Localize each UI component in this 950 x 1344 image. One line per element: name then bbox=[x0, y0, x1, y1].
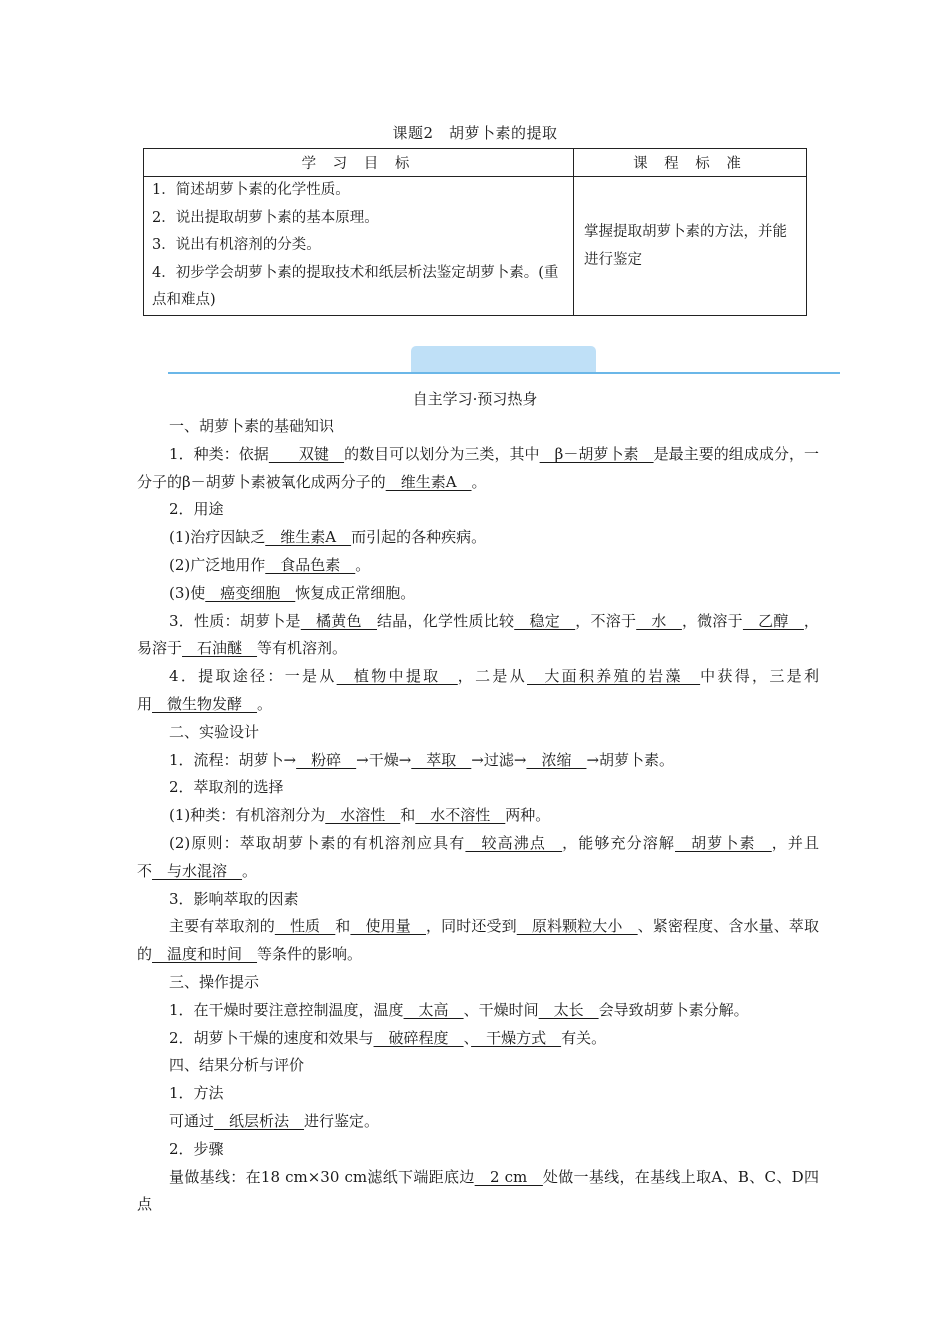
text-segment: 和 bbox=[400, 806, 416, 825]
text-segment: 二、实验设计 bbox=[169, 722, 260, 741]
text-segment: ，同时还受到 bbox=[426, 917, 517, 936]
text-segment: 四、结果分析与评价 bbox=[169, 1056, 305, 1075]
fill-in-answer: 石油醚 bbox=[182, 639, 258, 658]
text-segment: 的数目可以划分为三类，其中 bbox=[344, 444, 540, 463]
page-title: 课题2 胡萝卜素的提取 bbox=[392, 124, 558, 142]
fill-in-answer: 浓缩 bbox=[526, 750, 587, 769]
text-segment: 。 bbox=[355, 555, 371, 574]
fill-in-answer: 水不溶性 bbox=[415, 806, 506, 825]
content-line bbox=[137, 413, 819, 441]
text-segment: ，微溶于 bbox=[681, 611, 743, 630]
text-segment: 4．提取途径：一是从 bbox=[169, 667, 337, 686]
fill-in-answer: 维生素A bbox=[385, 472, 472, 491]
fill-in-answer: 食品色素 bbox=[265, 555, 356, 574]
text-segment: 3．影响萃取的因素 bbox=[169, 889, 299, 908]
content-line bbox=[137, 1080, 819, 1108]
text-segment: 量做基线：在18 cm×30 cm滤纸下端距底边 bbox=[169, 1167, 475, 1186]
fill-in-answer: 橘黄色 bbox=[300, 611, 377, 630]
text-segment: 2．胡萝卜干燥的速度和效果与 bbox=[169, 1028, 374, 1047]
fill-in-answer: 乙醇 bbox=[742, 611, 804, 630]
text-segment: ，不溶于 bbox=[575, 611, 637, 630]
learning-goals-cell bbox=[144, 177, 574, 316]
fill-in-answer: 水 bbox=[636, 611, 682, 630]
content-line bbox=[137, 1164, 819, 1220]
content-line bbox=[137, 608, 819, 664]
section-divider bbox=[168, 372, 840, 374]
section-tab-decoration bbox=[411, 346, 596, 372]
content-line bbox=[137, 1108, 819, 1136]
course-standard-header: 课 程 标 准 bbox=[574, 149, 807, 177]
fill-in-answer: 癌变细胞 bbox=[205, 583, 296, 602]
fill-in-answer: 与水混溶 bbox=[152, 861, 243, 880]
content-line bbox=[137, 524, 819, 552]
text-segment: 1．种类：依据 bbox=[169, 444, 269, 463]
content-line bbox=[137, 719, 819, 747]
text-segment: 一、胡萝卜素的基础知识 bbox=[169, 417, 335, 435]
text-segment: ，并且不 bbox=[137, 833, 819, 880]
content-body bbox=[137, 413, 819, 1219]
text-segment: 1．方法 bbox=[169, 1084, 224, 1103]
text-segment: 。 bbox=[257, 694, 273, 713]
text-segment: →过滤→ bbox=[471, 750, 527, 769]
text-segment: 、紧密程度、含水量、萃取的 bbox=[137, 917, 819, 964]
course-standard-cell: 掌握提取胡萝卜素的方法，并能进行鉴定 bbox=[574, 177, 807, 316]
text-segment: 可通过 bbox=[169, 1111, 215, 1130]
text-segment: 2．步骤 bbox=[169, 1139, 224, 1158]
text-segment: 、干燥时间 bbox=[463, 1000, 539, 1019]
text-segment: 是最主要的组成成分，一分子的β－胡萝卜素被氧化成两分子的 bbox=[137, 444, 819, 491]
text-segment: 处做一基线，在基线上取A、B、C、D四点 bbox=[137, 1167, 819, 1214]
content-line bbox=[137, 774, 819, 802]
fill-in-answer: 稳定 bbox=[514, 611, 576, 630]
fill-in-answer: 纸层析法 bbox=[214, 1111, 305, 1130]
text-segment: 3．性质：胡萝卜是 bbox=[169, 611, 301, 630]
content-line bbox=[137, 1136, 819, 1164]
text-segment: 两种。 bbox=[505, 806, 551, 825]
text-segment: 等条件的影响。 bbox=[257, 945, 363, 964]
goal-item: 2．说出提取胡萝卜素的基本原理。 bbox=[152, 209, 379, 226]
goal-item: 3．说出有机溶剂的分类。 bbox=[152, 237, 321, 253]
content-line bbox=[137, 802, 819, 830]
text-segment: (2)广泛地用作 bbox=[169, 555, 266, 574]
content-line bbox=[137, 552, 819, 580]
fill-in-answer: 胡萝卜素 bbox=[675, 833, 772, 852]
content-line bbox=[137, 913, 819, 969]
text-segment: 三、操作提示 bbox=[169, 972, 260, 991]
text-segment: 。 bbox=[242, 861, 258, 880]
fill-in-answer: 原料颗粒大小 bbox=[516, 917, 638, 936]
text-segment: 。 bbox=[471, 472, 487, 491]
content-line bbox=[137, 496, 819, 524]
goal-item: 4．初步学会胡萝卜素的提取技术和纸层析法鉴定胡萝卜素。(重点和难点) bbox=[152, 264, 559, 308]
content-line bbox=[137, 1052, 819, 1080]
fill-in-answer: 粉碎 bbox=[296, 750, 357, 769]
objectives-table bbox=[143, 148, 807, 316]
fill-in-answer: 2 cm bbox=[474, 1167, 543, 1186]
text-segment: 会导致胡萝卜素分解。 bbox=[598, 1000, 749, 1019]
fill-in-answer: 微生物发酵 bbox=[152, 694, 258, 713]
fill-in-answer: 干燥方式 bbox=[471, 1028, 562, 1047]
content-line bbox=[137, 580, 819, 608]
text-segment: 等有机溶剂。 bbox=[257, 639, 348, 658]
content-line bbox=[137, 441, 819, 497]
fill-in-answer: 萃取 bbox=[411, 750, 472, 769]
fill-in-answer: 使用量 bbox=[350, 917, 427, 936]
text-segment: 1．流程：胡萝卜→ bbox=[169, 750, 297, 769]
text-segment: ，二是从 bbox=[457, 667, 528, 686]
text-segment: 进行鉴定。 bbox=[304, 1111, 380, 1130]
text-segment: 恢复成正常细胞。 bbox=[295, 583, 416, 602]
fill-in-answer: 破碎程度 bbox=[373, 1028, 464, 1047]
text-segment: →胡萝卜素。 bbox=[586, 750, 675, 769]
content-line bbox=[137, 830, 819, 886]
fill-in-answer: 植物中提取 bbox=[336, 667, 458, 686]
text-segment: 而引起的各种疾病。 bbox=[351, 528, 487, 547]
fill-in-answer: 温度和时间 bbox=[152, 945, 258, 964]
text-segment: 有关。 bbox=[561, 1028, 607, 1047]
fill-in-answer: 水溶性 bbox=[325, 806, 401, 825]
content-line bbox=[137, 969, 819, 997]
text-segment: ，能够充分溶解 bbox=[562, 833, 675, 852]
text-segment: →干燥→ bbox=[356, 750, 412, 769]
fill-in-answer: 性质 bbox=[274, 917, 336, 936]
fill-in-answer: 大面积养殖的岩藻 bbox=[527, 667, 701, 686]
content-line bbox=[137, 1025, 819, 1053]
text-segment: 1．在干燥时要注意控制温度，温度 bbox=[169, 1000, 404, 1019]
text-segment: (3)使 bbox=[169, 583, 206, 602]
text-segment: 2．用途 bbox=[169, 500, 224, 519]
text-segment: 和 bbox=[335, 917, 351, 936]
fill-in-answer: 维生素A bbox=[265, 528, 352, 547]
text-segment: (1)治疗因缺乏 bbox=[169, 528, 266, 547]
text-segment: ，易溶于 bbox=[137, 611, 819, 658]
fill-in-answer: 太长 bbox=[538, 1000, 599, 1019]
text-segment: 中获得，三是利用 bbox=[137, 667, 819, 713]
goal-item: 1．简述胡萝卜素的化学性质。 bbox=[152, 182, 350, 198]
learning-goals-header: 学 习 目 标 bbox=[144, 149, 574, 177]
content-line bbox=[137, 886, 819, 914]
content-line bbox=[137, 747, 819, 775]
text-segment: 结晶，化学性质比较 bbox=[377, 611, 515, 630]
content-line bbox=[137, 663, 819, 719]
section-title: 自主学习·预习热身 bbox=[412, 390, 538, 408]
fill-in-answer: 较高沸点 bbox=[465, 833, 563, 852]
text-segment: (2)原则：萃取胡萝卜素的有机溶剂应具有 bbox=[169, 833, 466, 852]
text-segment: (1)种类：有机溶剂分为 bbox=[169, 806, 326, 825]
fill-in-answer: 双键 bbox=[268, 444, 345, 463]
text-segment: 2．萃取剂的选择 bbox=[169, 778, 284, 797]
fill-in-answer: 太高 bbox=[403, 1000, 464, 1019]
text-segment: 主要有萃取剂的 bbox=[169, 917, 275, 936]
fill-in-answer: β－胡萝卜素 bbox=[539, 444, 654, 463]
text-segment: 、 bbox=[463, 1028, 472, 1047]
content-line bbox=[137, 997, 819, 1025]
